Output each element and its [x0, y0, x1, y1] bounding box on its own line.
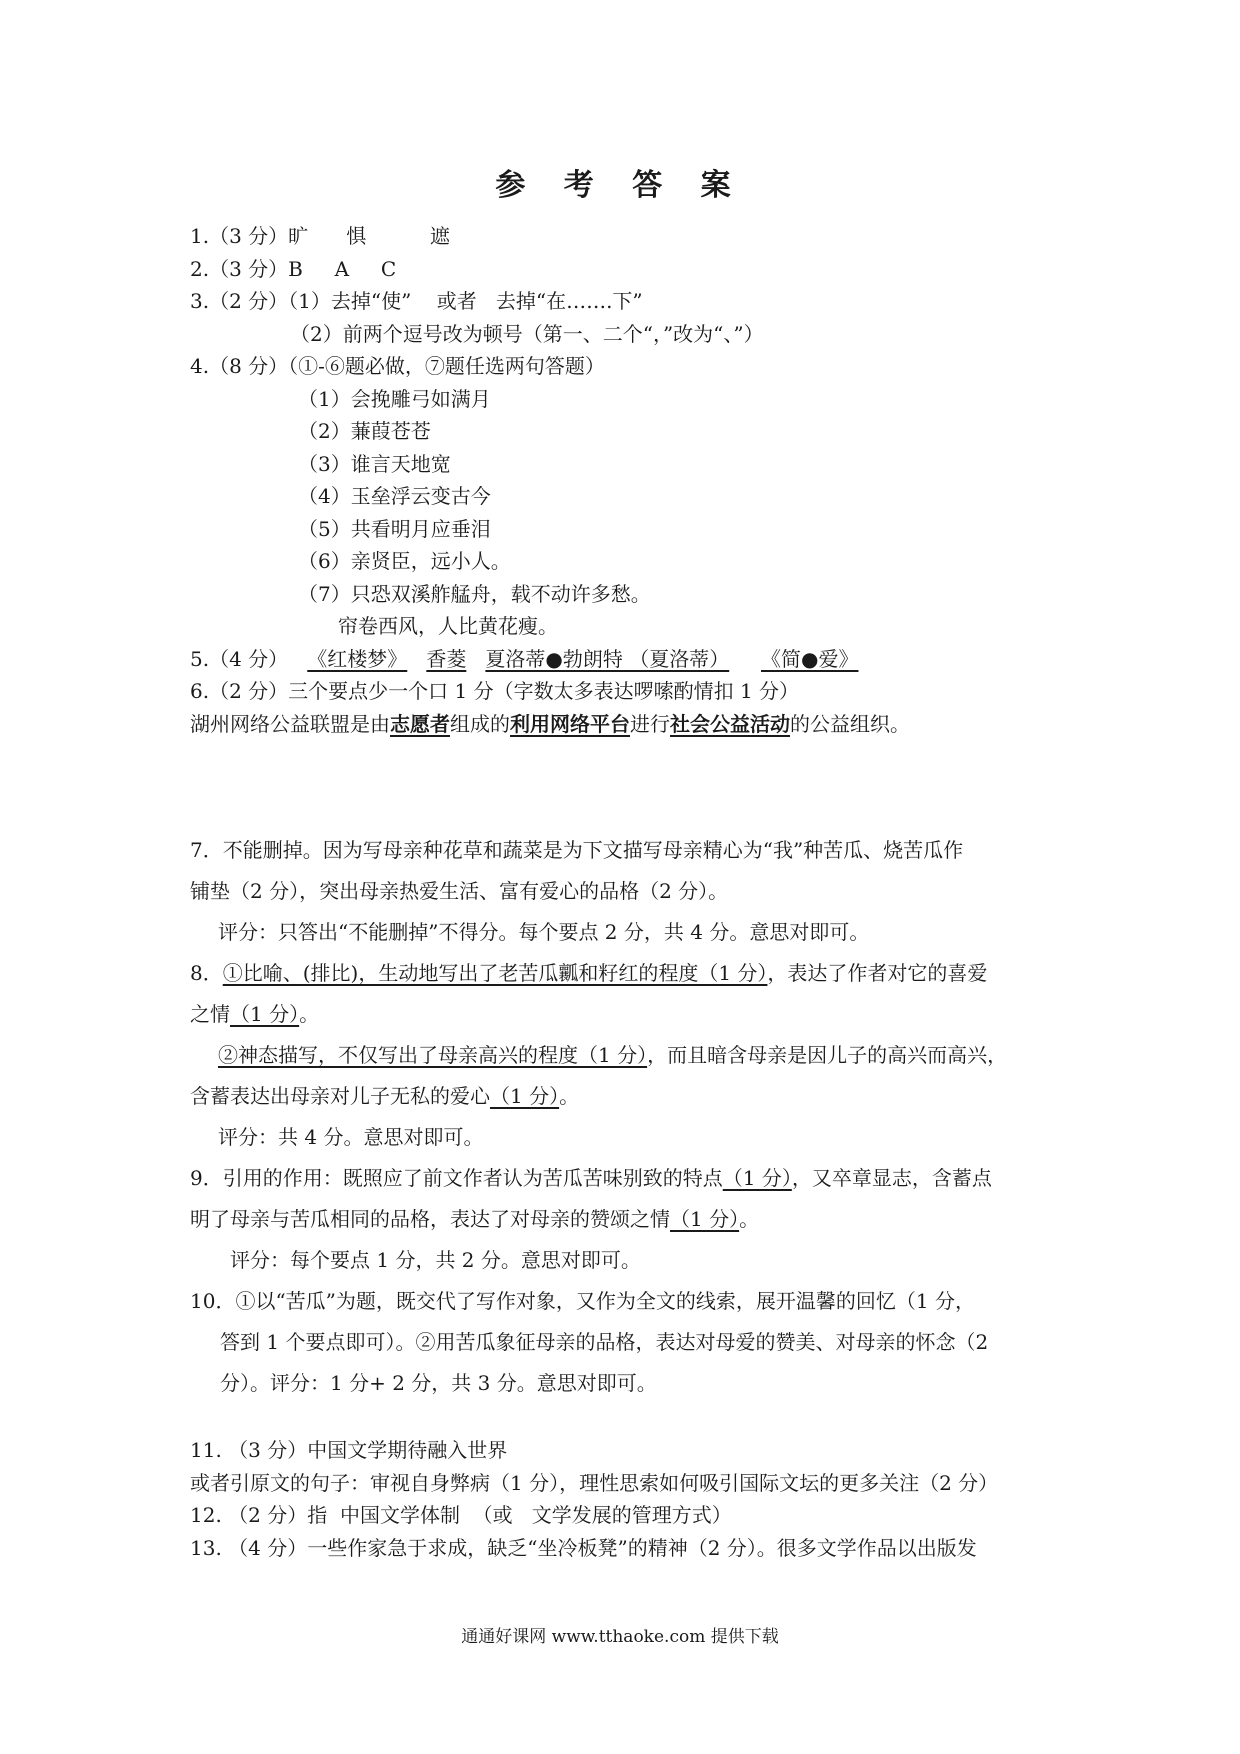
answer-7-scoring: 评分：只答出“不能删掉”不得分。每个要点 2 分，共 4 分。意思对即可。 [218, 920, 870, 944]
answer-8-text: 之情 [190, 1002, 230, 1026]
answer-6-keyword: 志愿者 [390, 711, 450, 736]
answer-8-text: 。 [559, 1084, 580, 1108]
answer-10-line: 答到 1 个要点即可）。②用苦瓜象征母亲的品格，表达对母爱的赞美、对母亲的怀念（2 [220, 1330, 989, 1354]
answer-5-character: 香菱 [426, 646, 467, 671]
answer-8-text: 含蓄表达出母亲对儿子无私的爱心 [190, 1084, 490, 1108]
answer-9-text: ，又卒章显志，含蓄点 [791, 1166, 992, 1190]
answer-6-text: 的公益组织。 [790, 711, 910, 736]
answer-5 [190, 643, 1070, 676]
answer-8-line [190, 1035, 1070, 1076]
answer-8-text: ，而且暗含母亲是因儿子的高兴而高兴， [647, 1043, 1008, 1067]
answer-2: 2.（3 分）B A C [190, 256, 397, 281]
footer-source: 通通好课网 www.tthaoke.com 提供下载 [461, 1627, 779, 1647]
answer-6-keyword: 社会公益活动 [670, 711, 790, 736]
answer-4-item: （7）只恐双溪舴艋舟，载不动许多愁。 [298, 581, 651, 606]
answer-9-key-point: （1 分） [722, 1166, 792, 1190]
answer-9-text: 明了母亲与苦瓜相同的品格，表达了对母亲的赞颂之情 [190, 1207, 670, 1231]
answer-8-line [190, 994, 1070, 1035]
answer-10-line: 10．①以“苦瓜”为题，既交代了写作对象，又作为全文的线索，展开温馨的回忆（1 分， [190, 1289, 975, 1313]
page-title: 参 考 答 案 [495, 168, 745, 203]
answer-8-prefix: 8． [190, 961, 223, 985]
answer-13: 13. （4 分）一些作家急于求成，缺乏“坐冷板凳”的精神（2 分）。很多文学作品以出版发 [190, 1535, 977, 1560]
answer-6-text: 组成的 [450, 711, 510, 736]
answer-5-prefix: 5.（4 分） [190, 646, 289, 671]
answer-8-key-point: ②神态描写，不仅写出了母亲高兴的程度（1 分） [218, 1043, 648, 1067]
answer-6-text: 湖州网络公益联盟是由 [190, 711, 390, 736]
answer-8-line [190, 953, 1070, 994]
answer-11: 11. （3 分）中国文学期待融入世界 [190, 1438, 508, 1462]
answer-4: 4.（8 分）（①-⑥题必做，⑦题任选两句答题） [190, 354, 605, 378]
answer-6-text: 进行 [630, 711, 670, 736]
answer-3-2: （2）前两个逗号改为顿号（第一、二个“，”改为“、”） [290, 321, 764, 346]
answer-9-key-point: （1 分） [670, 1207, 740, 1231]
answer-8-key-point: ①比喻、(排比)，生动地写出了老苦瓜瓤和籽红的程度（1 分） [222, 961, 768, 985]
answer-6: 6.（2 分）三个要点少一个口 1 分（字数太多表达啰嗦酌情扣 1 分） [190, 679, 800, 703]
answer-8-scoring: 评分：共 4 分。意思对即可。 [218, 1125, 484, 1149]
answer-10-line: 分）。评分：1 分+ 2 分，共 3 分。意思对即可。 [220, 1371, 657, 1395]
answers-part-2 [190, 830, 1070, 1404]
answer-6-keyword: 利用网络平台 [510, 711, 630, 736]
answer-7-line: 7．不能删掉。因为写母亲种花草和蔬菜是为下文描写母亲精心为“我”种苦瓜、烧苦瓜作 [190, 838, 964, 862]
answer-3-1: 3.（2 分）（1）去掉“使” 或者 去掉“在…….下” [190, 289, 643, 313]
answer-9-text: 9．引用的作用：既照应了前文作者认为苦瓜苦味别致的特点 [190, 1166, 723, 1190]
answer-5-book-2: 《简●爱》 [761, 646, 859, 671]
answer-6-sentence [190, 708, 1070, 741]
answer-9-line [190, 1158, 1070, 1199]
answer-12: 12. （2 分）指 中国文学体制 （或 文学发展的管理方式） [190, 1503, 732, 1527]
answer-4-item: （5）共看明月应垂泪 [298, 516, 491, 541]
answers-part-1 [190, 220, 1070, 740]
answer-1: 1.（3 分）旷 惧 遮 [190, 224, 450, 248]
answer-8-text: ，表达了作者对它的喜爱 [767, 961, 988, 985]
answer-4-item: （6）亲贤臣，远小人。 [298, 549, 511, 573]
answer-8-key-point: （1 分） [230, 1002, 300, 1026]
answer-11-alt: 或者引原文的句子：审视自身弊病（1 分），理性思索如何吸引国际文坛的更多关注（2 分） [190, 1470, 999, 1495]
answers-part-3 [190, 1434, 1070, 1564]
answer-8-key-point: （1 分） [490, 1084, 560, 1108]
answer-9-line [190, 1199, 1070, 1240]
answer-9-scoring: 评分：每个要点 1 分，共 2 分。意思对即可。 [230, 1248, 641, 1272]
answer-8-text: 。 [299, 1002, 320, 1026]
answer-5-author: 夏洛蒂●勃朗特 （夏洛蒂） [485, 646, 730, 671]
answer-4-item-7b: 帘卷西风，人比黄花瘦。 [338, 614, 558, 638]
answer-4-item: （3）谁言天地宽 [298, 451, 451, 476]
answer-7-line: 铺垫（2 分），突出母亲热爱生活、富有爱心的品格（2 分）。 [190, 879, 729, 903]
answer-5-book: 《红楼梦》 [307, 646, 408, 671]
answer-4-item: （2）蒹葭苍苍 [298, 419, 431, 443]
answer-9-text: 。 [739, 1207, 760, 1231]
answer-4-item: （1）会挽雕弓如满月 [298, 386, 491, 411]
answer-4-item: （4）玉垒浮云变古今 [298, 484, 491, 508]
answer-8-line [190, 1076, 1070, 1117]
